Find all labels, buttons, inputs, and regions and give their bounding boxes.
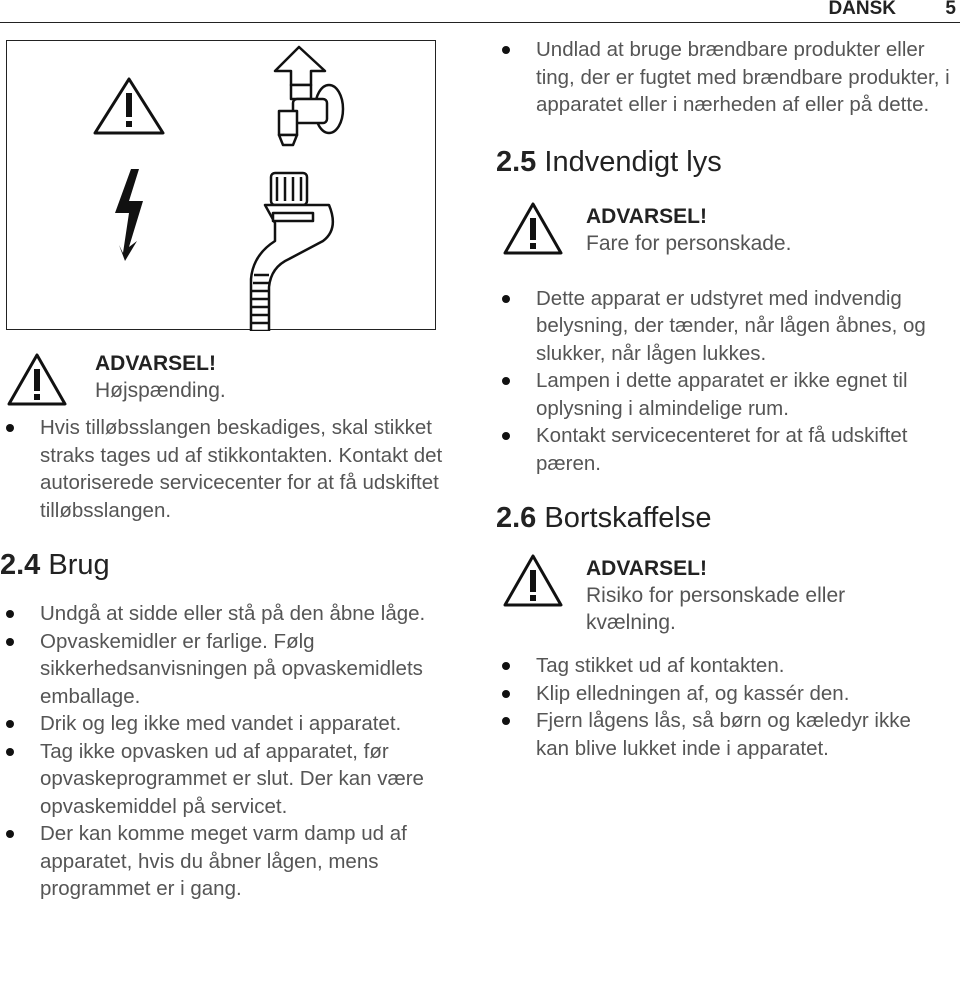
use-bullet-list [0,600,430,903]
injury-warning [496,203,960,263]
section-heading-light [496,145,960,179]
inlet-hose-icon [251,173,333,331]
list-item: Hvis tilløbsslangen beskadiges, skal stikket straks tages ud af stikkontakten. Kontakt det autoriserede servicecenter for at få udskiftet tilløbsslangen. [0,414,450,524]
warning-title: ADVARSEL! [586,204,707,228]
disposal-bullet-list [496,652,946,762]
warning-triangle-icon [6,352,68,408]
warning-title: ADVARSEL! [95,352,216,375]
left-column [0,40,470,903]
section-heading-disposal [496,501,960,535]
flammable-bullet-list [496,36,956,119]
warning-title: ADVARSEL! [586,557,707,580]
light-bullet-list [496,285,956,478]
section-number: 2.4 [0,549,41,581]
water-tap-icon [275,47,343,145]
warning-text: Højspænding. [95,379,226,402]
language-label: DANSK [828,0,896,19]
hose-bullet-list [0,414,450,524]
high-voltage-icon [115,169,143,261]
list-item: Fjern lågens lås, så børn og kæledyr ikke kan blive lukket inde i apparatet. [496,707,946,762]
warning-text: Fare for personskade. [586,231,792,255]
disposal-warning [496,555,960,636]
list-item: Undlad at bruge brændbare produkter eller ting, der er fugtet med brændbare produkter, i apparatet eller i nærheden af eller på dette. [496,36,956,119]
list-item: Opvaskemidler er farlige. Følg sikkerhedsanvisningen på opvaskemidlets emballage. [0,628,430,711]
section-number: 2.5 [496,145,537,178]
list-item: Undgå at sidde eller stå på den åbne låge. [0,600,430,628]
warning-triangle-icon [95,79,163,133]
list-item: Dette apparat er udstyret med indvendig belysning, der tænder, når lågen åbnes, og slukker, når lågen lukkes. [496,285,956,368]
list-item: Klip elledningen af, og kassér den. [496,680,946,708]
illustration-svg [7,41,437,331]
right-column [496,36,960,762]
page-number: 5 [945,0,956,19]
list-item: Der kan komme meget varm damp ud af apparatet, hvis du åbner lågen, mens programmet er i gang. [0,820,430,903]
warning-text: Risiko for personskade eller kvælning. [586,584,846,634]
hose-illustration [6,40,436,330]
high-voltage-warning [0,350,470,410]
list-item: Kontakt servicecenteret for at få udskiftet pæren. [496,422,956,477]
section-title: Bortskaffelse [544,502,712,534]
list-item: Tag ikke opvasken ud af apparatet, før opvaskeprogrammet er slut. Der kan være opvaskemiddel på servicet. [0,738,430,821]
section-number: 2.6 [496,502,537,534]
section-title: Indvendigt lys [544,145,722,178]
warning-triangle-icon [502,201,564,257]
section-heading-use [0,548,470,582]
warning-triangle-icon [502,553,564,609]
section-title: Brug [48,549,110,581]
list-item: Drik og leg ikke med vandet i apparatet. [0,710,430,738]
page-header [0,0,960,23]
list-item: Lampen i dette apparatet er ikke egnet til oplysning i almindelige rum. [496,367,956,422]
list-item: Tag stikket ud af kontakten. [496,652,946,680]
